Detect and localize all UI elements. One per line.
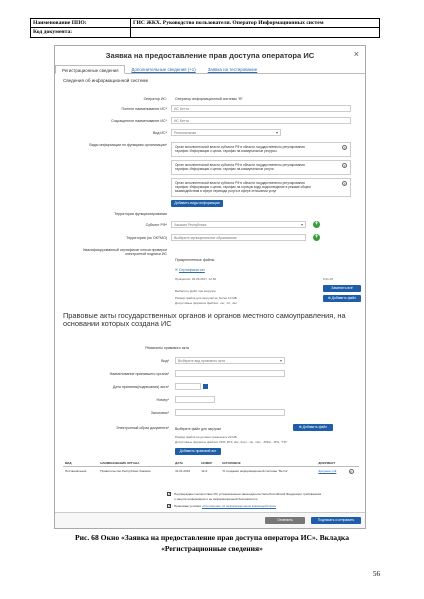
tab-registration[interactable]: Регистрационные сведения — [55, 65, 125, 74]
table-header: ВИД — [63, 460, 98, 467]
header-label-doc-code: Код документа: — [31, 28, 131, 37]
accept-terms-text: Принимаю условия «Соглашение об информационном взаимодействии» — [174, 504, 277, 508]
document-header-table — [30, 18, 380, 38]
act-title-input[interactable] — [175, 409, 285, 416]
plus-icon: ⊕ — [327, 296, 332, 300]
size-note: Размер файла не должен превышать 20 МБ — [175, 435, 237, 439]
table-header: ДАТА — [173, 460, 199, 467]
table-header: ДОКУМЕНТ — [316, 460, 346, 467]
remove-icon[interactable]: × — [350, 470, 353, 474]
format-note: Допустимые форматы файлов: PDF, RTF, doc, docx, .xls, .xlsx, .JPEG, .JPG, "TIF" — [175, 440, 288, 444]
header-value-ppo: ГИС ЖКХ. Руководство пользователя. Оператор Информационных систем — [133, 20, 324, 26]
electronic-doc-label: Электронный образ документа* — [116, 426, 169, 430]
add-subject-icon[interactable]: + — [314, 221, 319, 227]
document-link[interactable]: Документ.pdf — [318, 469, 337, 473]
choose-file-label: Выберите файл для загрузки — [175, 427, 221, 431]
dialog-title: Заявка на предоставление прав доступа оператора ИС — [105, 51, 315, 60]
is-type-select[interactable]: Региональная ▾ — [171, 129, 281, 136]
legal-kind-label: Вид* — [161, 359, 169, 363]
confirm-security-text-2: о защите информации и ее информационной безопасности — [174, 497, 258, 501]
accept-terms-checkbox[interactable]: ✓ — [168, 504, 171, 508]
act-title-label: Заголовок* — [150, 411, 169, 415]
table-header: НАИМЕНОВАНИЕ ОРГАНА — [98, 460, 173, 467]
cert-file-link[interactable]: 🗎 Сертификат.cer — [175, 268, 205, 272]
file-icon: 🗎 — [175, 268, 178, 272]
full-name-input[interactable]: ИС Бетта — [171, 105, 351, 112]
figure-caption: Рис. 68 Окно «Заявка на предоставление прав доступа оператора ИС». Вкладка «Регистрационные сведения» — [74, 533, 349, 553]
dialog-footer — [55, 512, 365, 528]
confirm-security-checkbox[interactable]: ✓ — [168, 492, 171, 496]
territory-oktmo-input[interactable]: Выберите муниципальное образование — [171, 234, 306, 241]
legal-kind-select[interactable]: Выберите вид правового акта ▾ — [175, 357, 285, 364]
operator-label: Оператор ИС: — [143, 97, 167, 101]
remove-icon[interactable]: × — [343, 146, 346, 150]
section-is-info: Сведения об информационной системе — [63, 78, 149, 83]
calendar-icon[interactable] — [203, 384, 208, 389]
close-icon[interactable]: × — [353, 49, 359, 59]
table-row: Постановление Правительство Республики Хакасия 31.01.2016 12-К "О создании информационной системы "Бетта" Документ.pdf × — [63, 467, 359, 477]
size-note: Размер файла для загрузки не более 10 МБ — [175, 296, 237, 300]
subject-select[interactable]: Хакасия Республика ▾ — [171, 221, 306, 228]
legal-acts-table — [63, 460, 359, 476]
cancel-button[interactable]: Отменить — [265, 517, 305, 524]
func-info-item: Орган исполнительной власти субъекта РФ в области государственного регулирования тарифов: Информация о ценах, тарифах на коммунальные ресурсы × — [171, 142, 351, 157]
header-label-ppo: Наименование ППО: — [31, 19, 131, 27]
territory-label: Территория функционирования — [114, 212, 167, 216]
format-note: Допустимые форматы файлов: .cer, .crt, .der — [175, 301, 237, 305]
replace-all-button[interactable]: Заменить всё — [323, 285, 361, 292]
confirm-security-text-1: Подтверждаю соответствие ИС установленным законодательством Российской Федерации требованиям — [174, 492, 322, 496]
add-legal-act-button[interactable]: Добавить правовой акт — [175, 448, 221, 455]
func-info-label: Виды информации по функциям организации* — [89, 143, 167, 147]
authority-label: Наименование принявшего органа* — [109, 372, 169, 376]
short-name-input[interactable]: ИС Бетта — [171, 117, 351, 124]
add-info-types-button[interactable]: Добавить виды информации — [171, 200, 223, 207]
tab-additional[interactable]: Дополнительные сведения (+1) — [131, 66, 196, 72]
certificate-label: Квалифицированный сертификат ключа проверки электронной подписи ИС — [83, 248, 167, 257]
func-info-item: Орган исполнительной власти субъекта РФ в области государственного регулирования тарифов: Информация о ценах, тарифах на горячую воду, водоотведение в режиме общем взаимодействия в сфере перевода услуги в сфере отношении услуг × — [171, 178, 351, 197]
legal-details-label: Реквизиты правового акта — [145, 346, 189, 350]
number-label: Номер* — [156, 398, 169, 402]
number-input[interactable] — [175, 396, 215, 403]
full-name-label: Полное наименование ИС* — [121, 107, 167, 111]
add-legal-file-button[interactable]: ⊕ Добавить файл — [293, 424, 333, 431]
file-size: 5,01 Кб — [323, 277, 334, 281]
operator-value: Оператор информационной системы "В" — [175, 97, 243, 101]
func-info-item: Орган исполнительной власти субъекта РФ в области государственного регулирования тарифов: Информация о ценах, тарифах на коммунальные услуги × — [171, 160, 351, 175]
choose-file-label: Выберите файл при загрузки — [175, 289, 216, 293]
tab-bar — [55, 65, 365, 74]
plus-icon: ⊕ — [298, 425, 303, 429]
adoption-date-input[interactable] — [175, 383, 201, 390]
table-header: ЗАГОЛОВОК — [220, 460, 317, 467]
section-legal-acts: Правовые акты государственных органов и органов местного самоуправления, на основании которых создана ИС — [63, 311, 346, 329]
sign-and-send-button[interactable]: Подписать и отправить — [311, 517, 361, 524]
subject-label: Субъект РФ* — [145, 223, 167, 227]
add-territory-icon[interactable]: + — [314, 234, 319, 240]
page-number: 56 — [373, 570, 380, 578]
agreement-link[interactable]: «Соглашение об информационном взаимодействии» — [201, 504, 277, 508]
adoption-date-label: Дата принятия(подписания) акта* — [112, 385, 169, 389]
file-meta: Прикрепил: 03.06.2017, 12:52 — [175, 277, 217, 281]
short-name-label: Сокращенное наименование ИС* — [111, 119, 167, 123]
header-value-doc-code — [131, 28, 379, 37]
add-file-button[interactable]: ⊕ Добавить файл — [323, 295, 361, 302]
territory-oktmo-label: Территория (по ОКТМО) — [126, 236, 167, 240]
attached-files-label: Прикрепленные файлы — [175, 258, 215, 262]
remove-icon[interactable]: × — [343, 164, 346, 168]
remove-icon[interactable]: × — [343, 182, 346, 186]
authority-input[interactable] — [175, 370, 285, 377]
dialog-screenshot — [54, 45, 366, 529]
table-header: НОМЕР — [199, 460, 220, 467]
is-type-label: Вид ИС* — [152, 131, 167, 135]
tab-testing[interactable]: Заявка на тестирование — [207, 66, 258, 72]
